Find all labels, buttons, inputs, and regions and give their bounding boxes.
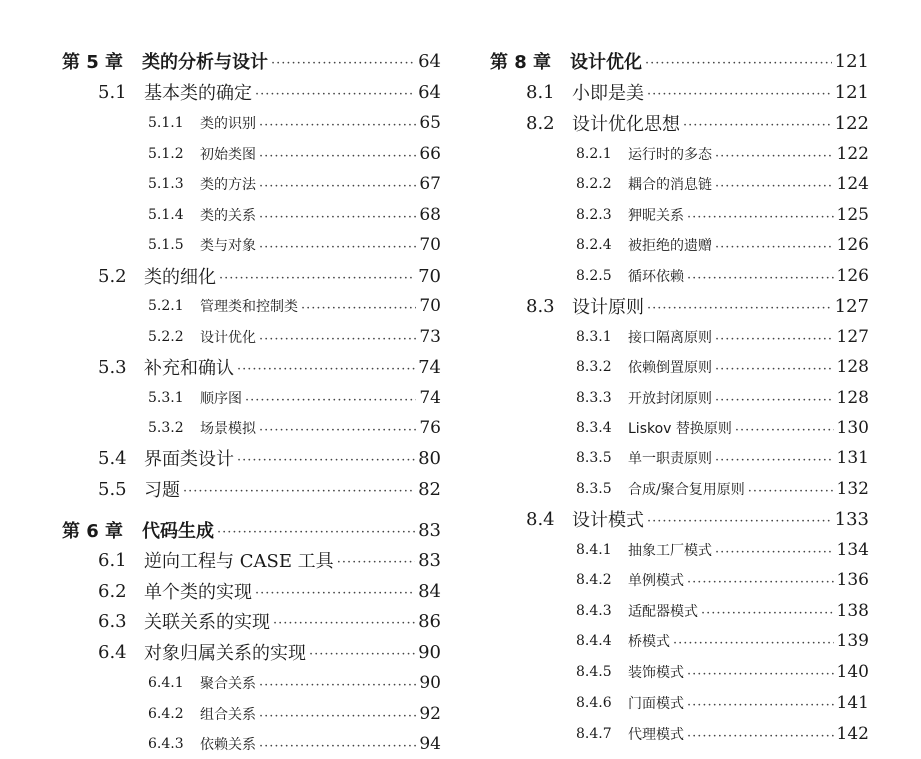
entry-title: 场景模拟 bbox=[200, 421, 256, 437]
dot-leader bbox=[255, 87, 415, 102]
entry-number: 5.3.1 bbox=[148, 390, 184, 406]
entry-page-number: 74 bbox=[418, 356, 441, 378]
entry-number: 5.5 bbox=[98, 478, 127, 500]
entry-number: 6.4.3 bbox=[148, 736, 184, 752]
toc-entry-subsection bbox=[148, 729, 441, 759]
entry-title: 设计优化 bbox=[200, 330, 256, 346]
toc-entry-section bbox=[98, 474, 441, 504]
toc-entry-subsection bbox=[148, 413, 441, 443]
entry-number: 8.3.2 bbox=[576, 359, 612, 375]
entry-title: 合成/聚合复用原则 bbox=[628, 482, 745, 498]
toc-entry-section bbox=[526, 108, 869, 138]
entry-page-number: 73 bbox=[419, 327, 441, 347]
entry-page-number: 68 bbox=[419, 205, 441, 225]
dot-leader bbox=[715, 545, 834, 560]
entry-number: 8.4.1 bbox=[576, 542, 612, 558]
toc-entry-subsection bbox=[148, 230, 441, 260]
dot-leader bbox=[687, 729, 834, 744]
entry-page-number: 94 bbox=[419, 734, 441, 754]
dot-leader bbox=[715, 393, 834, 408]
entry-page-number: 139 bbox=[836, 631, 869, 651]
dot-leader bbox=[337, 555, 415, 570]
entry-title: 类的识别 bbox=[200, 116, 256, 132]
toc-entry-subsection bbox=[576, 352, 869, 382]
dot-leader bbox=[687, 271, 834, 286]
entry-number: 8.2 bbox=[526, 112, 555, 134]
dot-leader bbox=[715, 179, 834, 194]
dot-leader bbox=[183, 484, 415, 499]
entry-title: 组合关系 bbox=[200, 707, 256, 723]
toc-entry-section bbox=[98, 261, 441, 291]
toc-entry-subsection bbox=[576, 383, 869, 413]
toc-entry-subsection bbox=[148, 169, 441, 199]
entry-number: 第 5 章 bbox=[62, 52, 124, 73]
entry-title: 初始类图 bbox=[200, 147, 256, 163]
entry-number: 5.3 bbox=[98, 356, 127, 378]
toc-entry-subsection bbox=[576, 688, 869, 718]
entry-page-number: 133 bbox=[834, 508, 869, 530]
entry-title: 关联关系的实现 bbox=[144, 612, 270, 633]
entry-title: 代码生成 bbox=[142, 521, 214, 542]
entry-page-number: 90 bbox=[419, 673, 441, 693]
toc-entry-subsection bbox=[576, 535, 869, 565]
entry-page-number: 74 bbox=[419, 388, 441, 408]
toc-entry-chapter bbox=[62, 515, 441, 545]
toc-entry-chapter bbox=[490, 46, 869, 76]
entry-number: 8.4.2 bbox=[576, 572, 612, 588]
entry-page-number: 124 bbox=[836, 174, 869, 194]
entry-number: 5.1.3 bbox=[148, 176, 184, 192]
toc-entry-subsection bbox=[148, 108, 441, 138]
entry-title: 补充和确认 bbox=[144, 358, 234, 379]
entry-title: 装饰模式 bbox=[628, 665, 684, 681]
entry-title: 抽象工厂模式 bbox=[628, 543, 712, 559]
dot-leader bbox=[255, 586, 415, 601]
entry-number: 6.2 bbox=[98, 580, 127, 602]
dot-leader bbox=[259, 240, 416, 255]
entry-number: 5.1.4 bbox=[148, 207, 184, 223]
entry-page-number: 128 bbox=[836, 388, 869, 408]
toc-entry-subsection bbox=[148, 291, 441, 321]
toc-entry-subsection bbox=[148, 139, 441, 169]
dot-leader bbox=[645, 56, 832, 71]
entry-number: 8.3.1 bbox=[576, 329, 612, 345]
dot-leader bbox=[701, 606, 834, 621]
dot-leader bbox=[687, 575, 834, 590]
entry-number: 6.4.1 bbox=[148, 675, 184, 691]
entry-title: 管理类和控制类 bbox=[200, 299, 298, 315]
toc-entry-section bbox=[98, 352, 441, 382]
entry-title: 界面类设计 bbox=[144, 449, 234, 470]
dot-leader bbox=[715, 240, 834, 255]
entry-number: 8.4.7 bbox=[576, 726, 612, 742]
toc-entry-section bbox=[98, 606, 441, 636]
entry-page-number: 64 bbox=[418, 81, 441, 103]
entry-number: 5.2 bbox=[98, 265, 127, 287]
entry-title: 基本类的确定 bbox=[144, 83, 252, 104]
entry-number: 8.4.6 bbox=[576, 695, 612, 711]
entry-number: 8.2.3 bbox=[576, 207, 612, 223]
toc-entry-section bbox=[98, 77, 441, 107]
entry-title: 循环依赖 bbox=[628, 269, 684, 285]
entry-page-number: 142 bbox=[836, 724, 869, 744]
toc-entry-subsection bbox=[576, 657, 869, 687]
dot-leader bbox=[683, 118, 832, 133]
entry-title: 设计模式 bbox=[572, 510, 644, 531]
toc-entry-subsection bbox=[148, 322, 441, 352]
dot-leader bbox=[271, 56, 415, 71]
entry-title: 适配器模式 bbox=[628, 604, 698, 620]
entry-title: 设计优化 bbox=[570, 52, 642, 73]
entry-title: 单一职责原则 bbox=[628, 451, 712, 467]
dot-leader bbox=[259, 179, 416, 194]
entry-page-number: 134 bbox=[836, 540, 869, 560]
entry-page-number: 128 bbox=[836, 357, 869, 377]
entry-title: 习题 bbox=[144, 480, 180, 501]
entry-number: 5.2.2 bbox=[148, 329, 184, 345]
entry-title: 类的分析与设计 bbox=[142, 52, 268, 73]
toc-entry-section bbox=[98, 576, 441, 606]
entry-page-number: 130 bbox=[836, 418, 869, 438]
entry-title: 类的关系 bbox=[200, 208, 256, 224]
dot-leader bbox=[301, 301, 416, 316]
dot-leader bbox=[687, 667, 834, 682]
entry-page-number: 125 bbox=[836, 205, 869, 225]
toc-entry-section bbox=[98, 443, 441, 473]
entry-title: 依赖关系 bbox=[200, 737, 256, 753]
entry-title: 依赖倒置原则 bbox=[628, 360, 712, 376]
entry-page-number: 121 bbox=[834, 50, 869, 72]
toc-entry-subsection bbox=[148, 200, 441, 230]
entry-number: 6.4 bbox=[98, 641, 127, 663]
entry-title: 单个类的实现 bbox=[144, 582, 252, 603]
entry-page-number: 121 bbox=[834, 81, 869, 103]
entry-page-number: 141 bbox=[836, 693, 869, 713]
dot-leader bbox=[259, 118, 416, 133]
entry-page-number: 92 bbox=[419, 704, 441, 724]
dot-leader bbox=[647, 514, 832, 529]
dot-leader bbox=[715, 453, 834, 468]
dot-leader bbox=[715, 362, 834, 377]
entry-page-number: 66 bbox=[419, 144, 441, 164]
dot-leader bbox=[237, 362, 415, 377]
entry-number: 第 6 章 bbox=[62, 521, 124, 542]
entry-page-number: 83 bbox=[418, 549, 441, 571]
entry-page-number: 70 bbox=[419, 296, 441, 316]
dot-leader bbox=[259, 210, 416, 225]
entry-number: 8.3.4 bbox=[576, 420, 612, 436]
entry-title: 顺序图 bbox=[200, 391, 242, 407]
entry-number: 8.3.3 bbox=[576, 390, 612, 406]
dot-leader bbox=[259, 332, 416, 347]
entry-page-number: 127 bbox=[834, 295, 869, 317]
entry-number: 5.3.2 bbox=[148, 420, 184, 436]
dot-leader bbox=[715, 332, 834, 347]
entry-page-number: 82 bbox=[418, 478, 441, 500]
toc-entry-subsection bbox=[148, 699, 441, 729]
dot-leader bbox=[259, 739, 416, 754]
entry-number: 5.4 bbox=[98, 447, 127, 469]
entry-page-number: 126 bbox=[836, 235, 869, 255]
toc-entry-subsection bbox=[148, 383, 441, 413]
entry-title: 狎昵关系 bbox=[628, 208, 684, 224]
toc-entry-subsection bbox=[576, 261, 869, 291]
toc-entry-section bbox=[98, 637, 441, 667]
entry-number: 8.3.5 bbox=[576, 481, 612, 497]
entry-page-number: 122 bbox=[834, 112, 869, 134]
entry-page-number: 122 bbox=[836, 144, 869, 164]
entry-number: 5.1 bbox=[98, 81, 127, 103]
entry-title: 聚合关系 bbox=[200, 676, 256, 692]
entry-title: 设计原则 bbox=[572, 297, 644, 318]
dot-leader bbox=[715, 149, 834, 164]
dot-leader bbox=[273, 616, 415, 631]
toc-entry-section bbox=[526, 291, 869, 321]
entry-title: 运行时的多态 bbox=[628, 147, 712, 163]
entry-page-number: 138 bbox=[836, 601, 869, 621]
entry-page-number: 127 bbox=[836, 327, 869, 347]
entry-page-number: 132 bbox=[836, 479, 869, 499]
toc-entry-subsection bbox=[576, 719, 869, 749]
entry-title: 逆向工程与 CASE 工具 bbox=[144, 551, 334, 572]
dot-leader bbox=[735, 423, 834, 438]
dot-leader bbox=[259, 709, 416, 724]
dot-leader bbox=[219, 271, 415, 286]
entry-page-number: 90 bbox=[418, 641, 441, 663]
entry-title: 类的方法 bbox=[200, 177, 256, 193]
entry-number: 6.1 bbox=[98, 549, 127, 571]
entry-title: 耦合的消息链 bbox=[628, 177, 712, 193]
toc-entry-section bbox=[526, 77, 869, 107]
dot-leader bbox=[259, 149, 416, 164]
entry-number: 5.2.1 bbox=[148, 298, 184, 314]
entry-number: 8.2.4 bbox=[576, 237, 612, 253]
entry-number: 6.4.2 bbox=[148, 706, 184, 722]
entry-number: 5.1.1 bbox=[148, 115, 184, 131]
entry-page-number: 76 bbox=[419, 418, 441, 438]
entry-title: 接口隔离原则 bbox=[628, 330, 712, 346]
entry-page-number: 65 bbox=[419, 113, 441, 133]
toc-entry-subsection bbox=[576, 230, 869, 260]
entry-title: Liskov 替换原则 bbox=[628, 421, 732, 437]
dot-leader bbox=[748, 484, 834, 499]
entry-number: 8.2.5 bbox=[576, 268, 612, 284]
entry-number: 6.3 bbox=[98, 610, 127, 632]
entry-number: 8.4.5 bbox=[576, 664, 612, 680]
toc-entry-subsection bbox=[576, 565, 869, 595]
entry-page-number: 86 bbox=[418, 610, 441, 632]
dot-leader bbox=[245, 393, 416, 408]
toc-entry-subsection bbox=[576, 413, 869, 443]
dot-leader bbox=[217, 525, 415, 540]
toc-entry-section bbox=[526, 504, 869, 534]
toc-entry-subsection bbox=[576, 626, 869, 656]
entry-title: 门面模式 bbox=[628, 696, 684, 712]
toc-entry-subsection bbox=[148, 668, 441, 698]
entry-page-number: 140 bbox=[836, 662, 869, 682]
dot-leader bbox=[673, 636, 834, 651]
entry-number: 5.1.5 bbox=[148, 237, 184, 253]
entry-page-number: 70 bbox=[418, 265, 441, 287]
entry-page-number: 126 bbox=[836, 266, 869, 286]
dot-leader bbox=[309, 647, 415, 662]
entry-page-number: 131 bbox=[836, 448, 869, 468]
entry-title: 类的细化 bbox=[144, 267, 216, 288]
toc-entry-subsection bbox=[576, 169, 869, 199]
dot-leader bbox=[237, 453, 415, 468]
dot-leader bbox=[259, 678, 416, 693]
entry-number: 8.1 bbox=[526, 81, 555, 103]
toc-entry-subsection bbox=[576, 443, 869, 473]
entry-page-number: 80 bbox=[418, 447, 441, 469]
entry-title: 对象归属关系的实现 bbox=[144, 643, 306, 664]
entry-number: 第 8 章 bbox=[490, 52, 552, 73]
dot-leader bbox=[647, 87, 832, 102]
entry-title: 类与对象 bbox=[200, 238, 256, 254]
toc-entry-subsection bbox=[576, 200, 869, 230]
entry-title: 桥模式 bbox=[628, 634, 670, 650]
dot-leader bbox=[647, 301, 832, 316]
toc-entry-subsection bbox=[576, 139, 869, 169]
entry-title: 单例模式 bbox=[628, 573, 684, 589]
toc-entry-chapter bbox=[62, 46, 441, 76]
toc-entry-subsection bbox=[576, 322, 869, 352]
entry-page-number: 67 bbox=[419, 174, 441, 194]
entry-title: 小即是美 bbox=[572, 83, 644, 104]
entry-title: 开放封闭原则 bbox=[628, 391, 712, 407]
entry-page-number: 84 bbox=[418, 580, 441, 602]
dot-leader bbox=[687, 210, 834, 225]
entry-page-number: 136 bbox=[836, 570, 869, 590]
dot-leader bbox=[687, 698, 834, 713]
entry-number: 8.2.1 bbox=[576, 146, 612, 162]
entry-number: 8.2.2 bbox=[576, 176, 612, 192]
entry-page-number: 83 bbox=[418, 519, 441, 541]
dot-leader bbox=[259, 423, 416, 438]
toc-entry-section bbox=[98, 545, 441, 575]
entry-number: 5.1.2 bbox=[148, 146, 184, 162]
entry-number: 8.4.4 bbox=[576, 633, 612, 649]
entry-page-number: 64 bbox=[418, 50, 441, 72]
entry-title: 代理模式 bbox=[628, 727, 684, 743]
entry-page-number: 70 bbox=[419, 235, 441, 255]
entry-number: 8.4.3 bbox=[576, 603, 612, 619]
entry-number: 8.3.5 bbox=[576, 450, 612, 466]
toc-entry-subsection bbox=[576, 474, 869, 504]
entry-number: 8.3 bbox=[526, 295, 555, 317]
entry-title: 被拒绝的遗赠 bbox=[628, 238, 712, 254]
entry-number: 8.4 bbox=[526, 508, 555, 530]
entry-title: 设计优化思想 bbox=[572, 114, 680, 135]
toc-entry-subsection bbox=[576, 596, 869, 626]
